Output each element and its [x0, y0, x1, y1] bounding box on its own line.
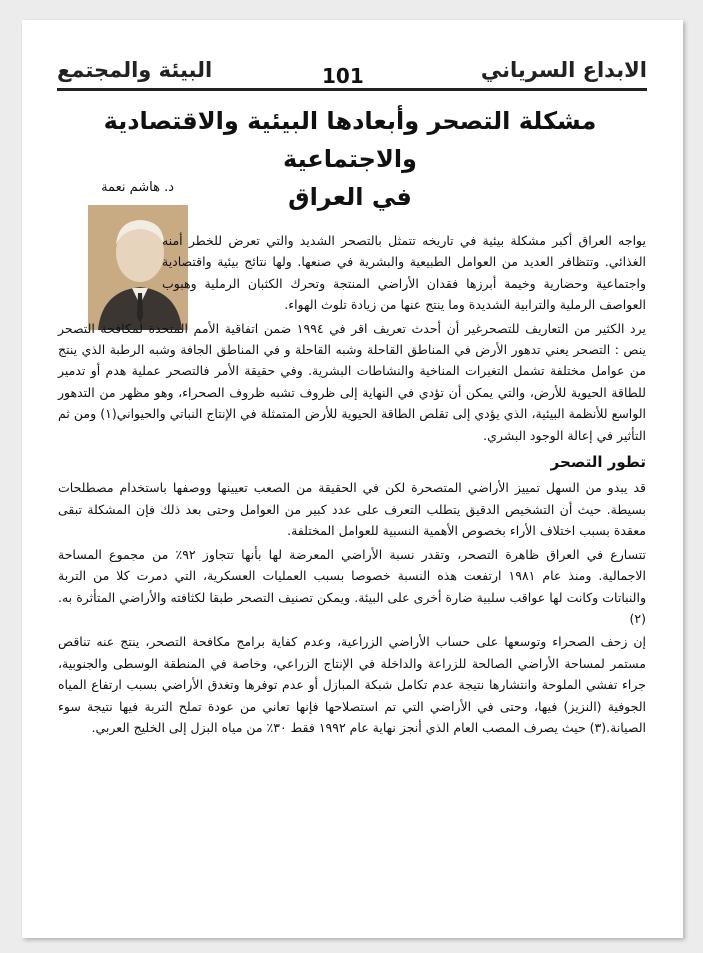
- magazine-name: الابداع السرياني: [480, 58, 647, 82]
- page-number: 101: [322, 64, 364, 88]
- paragraph-intro: يواجه العراق أكبر مشكلة بيئية في تاريخه تتمثل بالتصحر الشديد والتي تعرض للخطر أمنه الغذائي. وتتظافر العديد من العوامل الطبيعية والبشرية في صنعها. ولها نتائج بيئية واقتصادية واجتماعية وحضارية وخيمة أبرزها فقدان الأراضي المنتجة وتحرك الكثبان الرملية وهبوب العواصف الرملية والترابية الشديدة وما ينتج عنها من زيادة تلوث الهواء.: [162, 233, 646, 313]
- page-header: [57, 50, 647, 92]
- section-name: البيئة والمجتمع: [57, 58, 213, 82]
- article-title: [100, 102, 600, 216]
- header-rule: [57, 88, 647, 91]
- author-byline: [100, 180, 680, 195]
- section-heading: تطور التصحر: [550, 453, 646, 472]
- title-line-2: في العراق: [288, 183, 412, 211]
- article-body: [58, 230, 646, 740]
- paragraph-identification: قد يبدو من السهل تمييز الأراضي المتصحرة لكن في الحقيقة من الصعب تعيينها ووصفها باستخدام مصطلحات بسيطة. حيث أن التشخيص الدقيق يتطلب التعرف على عدد كبير من العوامل وحتى بعد ذلك فإن المشكلة تبقى معقدة بسبب اختلاف الأراء بخصوص الأهمية النسبية للعوامل المختلفة.: [58, 480, 646, 539]
- title-line-1: مشكلة التصحر وأبعادها البيئية والاقتصادية والاجتماعية: [103, 107, 597, 173]
- author-name: د. هاشم نعمة: [101, 180, 174, 195]
- paragraph-definition: يرد الكثير من التعاريف للتصحرغير أن أحدث تعريف اقر في ١٩٩٤ ضمن اتفاقية الأمم المتحدة لمكافحة التصحر ينص : التصحر يعني تدهور الأرض في المناطق القاحلة وشبه القاحلة و في المناطق الجافة وشبه الرطبة الذي ينتج من عوامل مختلفة تشمل التغيرات المناخية والنشاطات البشرية. وفي حقيقة الأمر فالتصحر عملية هدم أو تدمير للطاقة الحيوية للأرض، والتي يمكن أن تؤدي في النهاية إلى ظروف تشبه ظروف الصحراء، وهو مظهر من التدهور الواسع للأنظمة البيئية، الذي يؤدي إلى تقلص الطاقة الحيوية للأرض المتمثلة في الإنتاج النباتي والحيواني(١) ومن ثم التأثير في إعالة الوجود البشري.: [58, 320, 647, 443]
- paragraph-desert-advance: إن زحف الصحراء وتوسعها على حساب الأراضي الزراعية، وعدم كفاية برامج مكافحة التصحر، ينتج عنه تناقص مستمر لمساحة الأراضي الصالحة للزراعة والداخلة في الإنتاج الزراعي، وخاصة في المنطقة الوسطى والجنوبية، جراء تفشي الملوحة وانتشارها نتيجة عدم تكامل شبكة المبازل أو عدم توفرها وتغدق الأراضي بسبب ارتفاع المياه الجوفية (النزيز) فيها، وحتى في الأراضي التي تم استصلاحها فإنها تعاني من عودة تملح التربة فيها نتيجة سوء الصيانة.(٣) حيث يصرف المصب العام الذي أنجز نهاية عام ١٩٩٢ فقط ٣٠٪ من مياه البزل إلى الخليج العربي.: [58, 634, 646, 735]
- paragraph-iraq-rate: تتسارع في العراق ظاهرة التصحر، وتقدر نسبة الأراضي المعرضة لها بأنها تتجاوز ٩٢٪ من مجموع المساحة الاجمالية. ومنذ عام ١٩٨١ ارتفعت هذه النسبة خصوصا بسبب العمليات العسكرية، التي دمرت كلا من التربة والنباتات وكانت لها عواقب سلبية ضارة أخرى على البيئة. ويمكن تصنيف التصحر طبقا لكثافته والأراضي المتأثرة به.(٢): [58, 546, 647, 626]
